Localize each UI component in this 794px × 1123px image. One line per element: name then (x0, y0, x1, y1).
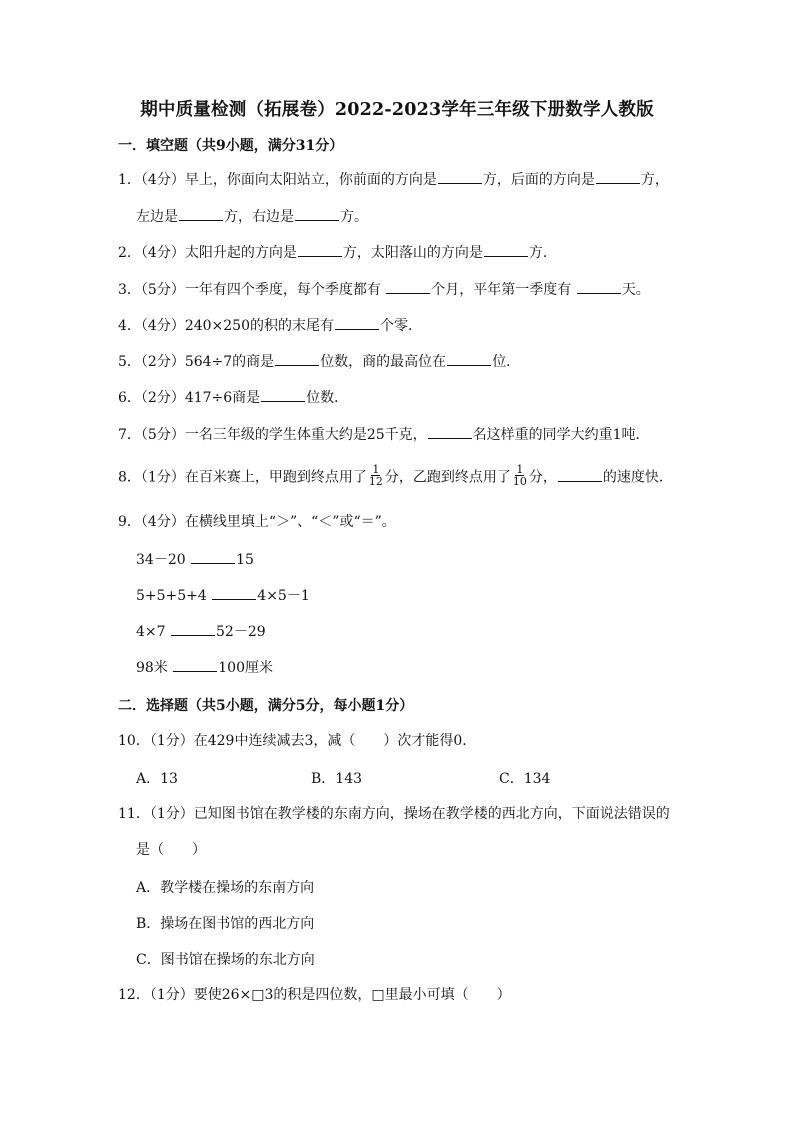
answer-blank[interactable] (179, 208, 223, 221)
option-b[interactable]: B．143 (311, 771, 363, 787)
answer-blank[interactable] (484, 244, 528, 257)
question-4: 4．（4分）240×250的积的末尾有 个零． (118, 318, 422, 334)
question-11-stem: 11．（1分）已知图书馆在教学楼的东南方向，操场在教学楼的西北方向，下面说法错误的 (118, 806, 670, 822)
section-heading-fill-blank: 一．填空题（共9小题，满分31分） (118, 138, 344, 154)
page-title: 期中质量检测（拓展卷）2022-2023学年三年级下册数学人教版 (140, 100, 654, 120)
answer-blank[interactable] (596, 171, 640, 184)
answer-blank[interactable] (558, 469, 602, 482)
question-8: 8．（1分）在百米赛上，甲跑到终点用了 $\frac{1}{12}$ 分，乙跑到终点用了 $\frac{1}{10}$ 分， 的速度快． (118, 463, 673, 488)
comparison-item: 34－20 15 (136, 552, 254, 568)
answer-blank[interactable] (261, 389, 305, 402)
question-3: 3．（5分）一年有四个季度，每个季度都有 个月，平年第一季度有 天。 (118, 282, 650, 298)
option-b[interactable]: B．操场在图书馆的西北方向 (136, 916, 315, 932)
answer-blank[interactable] (212, 587, 256, 600)
question-1-line-1: 1．（4分）早上，你面向太阳站立，你前面的方向是 方，后面的方向是 方， (118, 172, 669, 188)
answer-blank[interactable] (386, 281, 430, 294)
question-6: 6．（2分）417÷6商是 位数． (118, 390, 349, 406)
answer-blank[interactable] (447, 353, 491, 366)
question-7: 7．（5分）一名三年级的学生体重大约是25千克， 名这样重的同学大约重1吨． (118, 427, 650, 443)
question-2: 2．（4分）太阳升起的方向是 方，太阳落山的方向是 方． (118, 245, 557, 261)
answer-blank[interactable] (298, 244, 342, 257)
question-9-stem: 9．（4分）在横线里填上“＞”、“＜”或“＝”。 (118, 514, 396, 530)
answer-blank[interactable] (191, 551, 235, 564)
option-a[interactable]: A．13 (136, 771, 178, 787)
answer-blank[interactable] (577, 281, 621, 294)
answer-blank[interactable] (438, 171, 482, 184)
answer-blank[interactable] (428, 426, 472, 439)
question-12-stem: 12．（1分）要使26×□3的积是四位数，□里最小可填（ ） (118, 987, 511, 1003)
option-c[interactable]: C．图书馆在操场的东北方向 (136, 952, 315, 968)
question-1-line-2: 左边是 方，右边是 方。 (136, 209, 368, 225)
answer-blank[interactable] (275, 353, 319, 366)
fraction-1-12: $\frac{1}{12}$ (368, 463, 383, 488)
question-10-stem: 10．（1分）在429中连续减去3，减（ ）次才能得0． (118, 733, 477, 749)
answer-blank[interactable] (173, 659, 217, 672)
answer-blank[interactable] (295, 208, 339, 221)
comparison-item: 4×7 52－29 (136, 624, 266, 640)
option-c[interactable]: C．134 (499, 771, 551, 787)
answer-blank[interactable] (171, 623, 215, 636)
question-11-stem-continued: 是（ ） (136, 842, 206, 858)
comparison-item: 5+5+5+4 4×5－1 (136, 588, 310, 604)
comparison-item: 98米 100厘米 (136, 660, 273, 676)
option-a[interactable]: A．教学楼在操场的东南方向 (136, 880, 315, 896)
section-heading-multiple-choice: 二．选择题（共5小题，满分5分，每小题1分） (118, 698, 414, 714)
answer-blank[interactable] (335, 317, 379, 330)
question-5: 5．（2分）564÷7的商是 位数，商的最高位在 位． (118, 354, 521, 370)
fraction-1-10: $\frac{1}{10}$ (512, 463, 527, 488)
